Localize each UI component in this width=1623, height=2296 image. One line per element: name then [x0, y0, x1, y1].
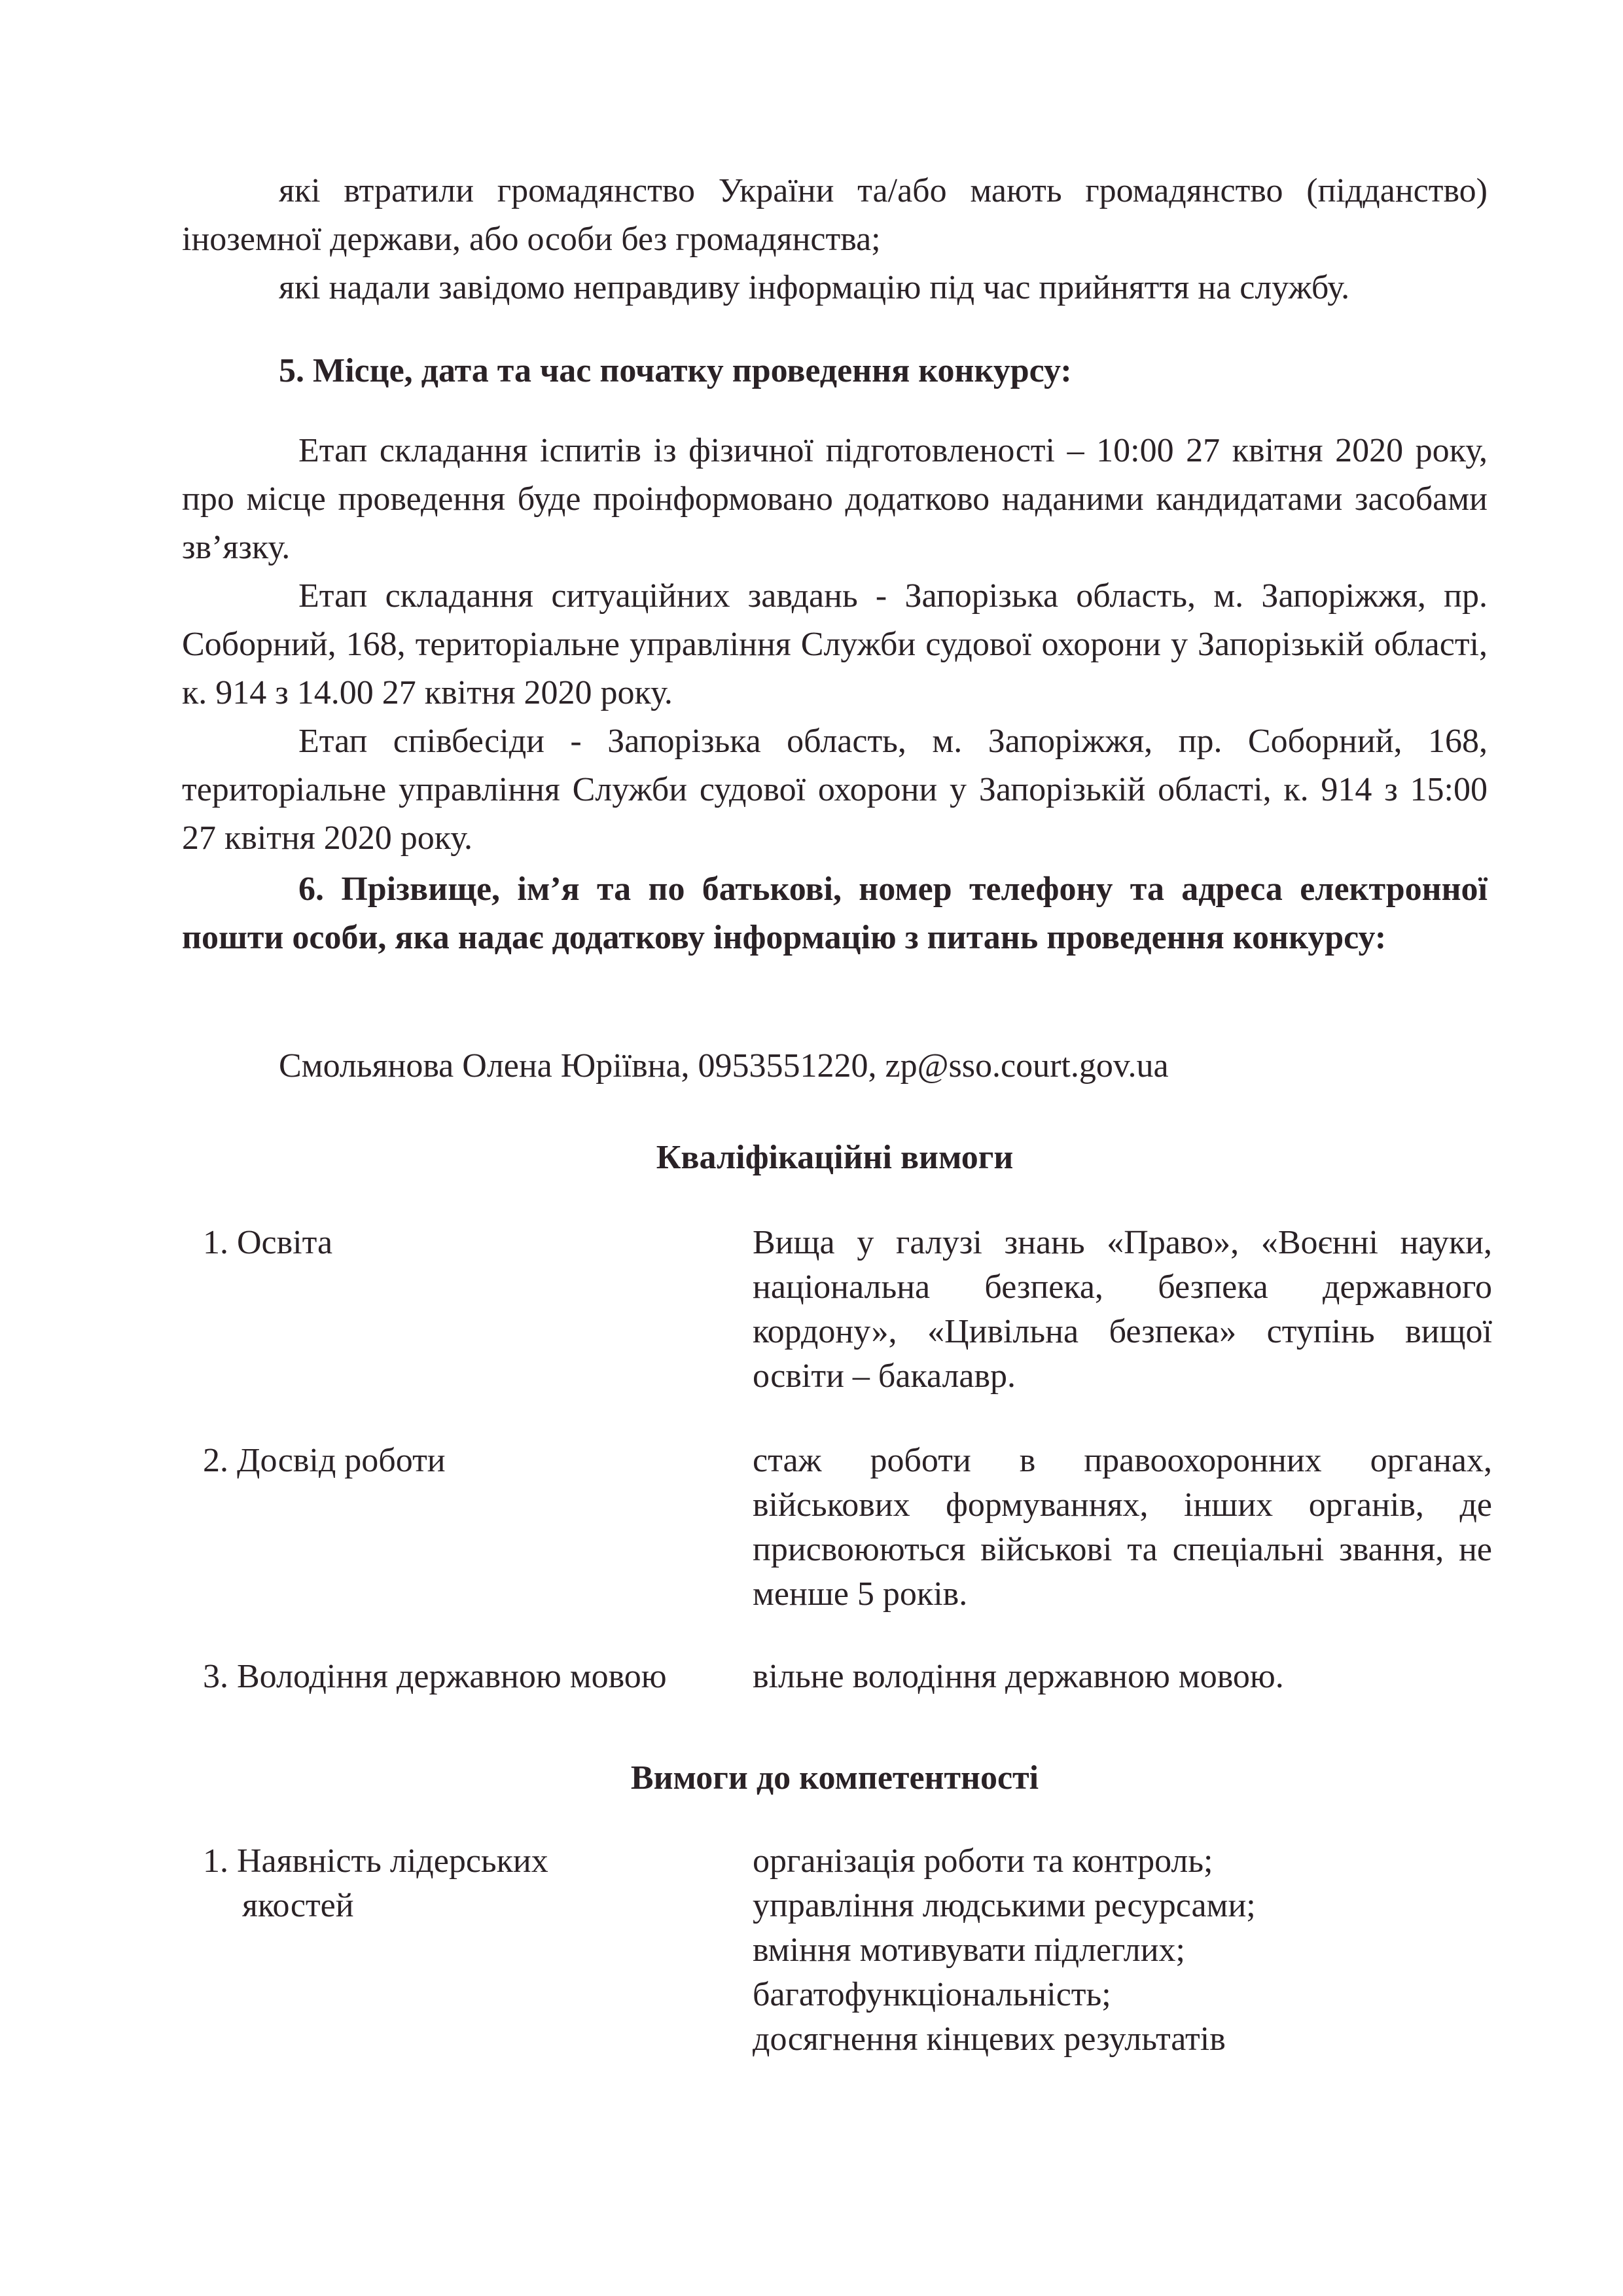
competence-label: [203, 1839, 740, 1928]
qualification-label: 2. Досвід роботи: [203, 1442, 446, 1479]
section5-paragraph-2: Етап складання ситуаційних завдань - Запорізька область, м. Запоріжжя, пр. Соборний, 168, територіальне управління Служби судової охорони у Запорізькій області, к. 914 з 14.00 27 квітня 2020 року.: [182, 577, 1488, 711]
qualification-value: вільне володіння державною мовою.: [753, 1658, 1284, 1695]
qualification-label: 3. Володіння державною мовою: [203, 1658, 667, 1695]
competence-item: багатофункціональність;: [753, 1976, 1111, 2013]
qualification-value: Вища у галузі знань «Право», «Воєнні науки, національна безпека, безпека державного кордону», «Цивільна безпека» ступінь вищої освіти – бакалавр.: [753, 1224, 1492, 1395]
section5-heading: 5. Місце, дата та час початку проведення конкурсу:: [279, 352, 1072, 389]
contact-line: Смольянова Олена Юріївна, 0953551220, zp@sso.court.gov.ua: [279, 1047, 1169, 1085]
qualification-value: стаж роботи в правоохоронних органах, військових формуваннях, інших органів, де присвоюються військові та спеціальні звання, не менше 5 років.: [753, 1442, 1492, 1613]
competence-label-line-1: 1. Наявність лідерських: [203, 1842, 548, 1880]
competence-label-line-2: якостей: [242, 1887, 354, 1924]
section5-paragraph-3: Етап співбесіди - Запорізька область, м. Запоріжжя, пр. Соборний, 168, територіальне управління Служби судової охорони у Запорізькій області, к. 914 з 15:00 27 квітня 2020 року.: [182, 723, 1488, 857]
competence-item: організація роботи та контроль;: [753, 1842, 1213, 1880]
section5-paragraph-1: Етап складання іспитів із фізичної підготовленості – 10:00 27 квітня 2020 року, про місце проведення буде проінформовано додатково наданими кандидатами засобами зв’язку.: [182, 432, 1488, 566]
intro-paragraph-1: які втратили громадянство України та/або мають громадянство (підданство) іноземної держави, або особи без громадянства;: [182, 172, 1488, 258]
section6-heading: 6. Прізвище, ім’я та по батькові, номер телефону та адреса електронної пошти особи, яка надає додаткову інформацію з питань проведення конкурсу:: [182, 870, 1488, 956]
competence-item: досягнення кінцевих результатів: [753, 2020, 1226, 2058]
intro-paragraph-2: які надали завідомо неправдиву інформацію під час прийняття на службу.: [279, 269, 1350, 306]
qualification-label: 1. Освіта: [203, 1224, 333, 1261]
competence-item: управління людськими ресурсами;: [753, 1887, 1256, 1924]
competence-item: вміння мотивувати підлеглих;: [753, 1931, 1185, 1969]
competence-items: [753, 1839, 1492, 2062]
competence-title: Вимоги до компетентності: [630, 1759, 1039, 1797]
qualifications-title: Кваліфікаційні вимоги: [656, 1139, 1014, 1176]
